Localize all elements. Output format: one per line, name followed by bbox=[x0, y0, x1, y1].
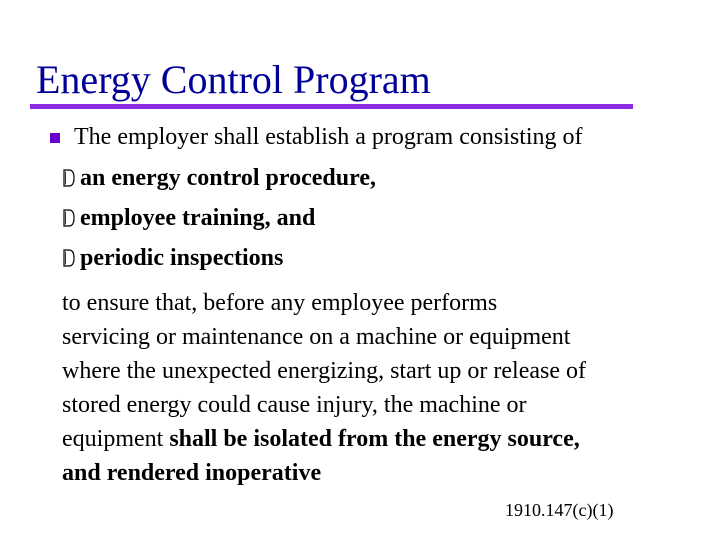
regulation-citation: 1910.147(c)(1) bbox=[505, 500, 614, 520]
subitem-text: employee training, and bbox=[80, 205, 316, 231]
paragraph-emphasis: and rendered inoperative bbox=[62, 460, 322, 486]
d-shape-arrow-icon bbox=[62, 168, 76, 188]
d-shape-arrow-icon bbox=[62, 248, 76, 268]
paragraph-text: equipment bbox=[62, 426, 170, 452]
slide-title: Energy Control Program bbox=[36, 57, 431, 102]
subitem-text: an energy control procedure, bbox=[80, 165, 376, 191]
subitem-procedure bbox=[62, 158, 376, 198]
paragraph-line: where the unexpected energizing, start up or release of bbox=[62, 358, 586, 384]
paragraph-emphasis: shall be isolated from the energy source, bbox=[169, 426, 580, 452]
paragraph-line: servicing or maintenance on a machine or equipment bbox=[62, 324, 571, 350]
subitem-inspections bbox=[62, 238, 283, 278]
square-bullet-icon bbox=[50, 133, 60, 143]
subitem-training bbox=[62, 198, 315, 238]
paragraph-line-mixed bbox=[62, 422, 692, 456]
d-shape-arrow-icon bbox=[62, 208, 76, 228]
main-bullet bbox=[50, 120, 583, 154]
body-paragraph bbox=[62, 286, 692, 490]
title-divider bbox=[30, 104, 633, 109]
paragraph-line: stored energy could cause injury, the machine or bbox=[62, 392, 527, 418]
paragraph-line: to ensure that, before any employee performs bbox=[62, 290, 498, 316]
subitem-text: periodic inspections bbox=[80, 245, 284, 271]
main-bullet-text: The employer shall establish a program consisting of bbox=[74, 124, 583, 150]
